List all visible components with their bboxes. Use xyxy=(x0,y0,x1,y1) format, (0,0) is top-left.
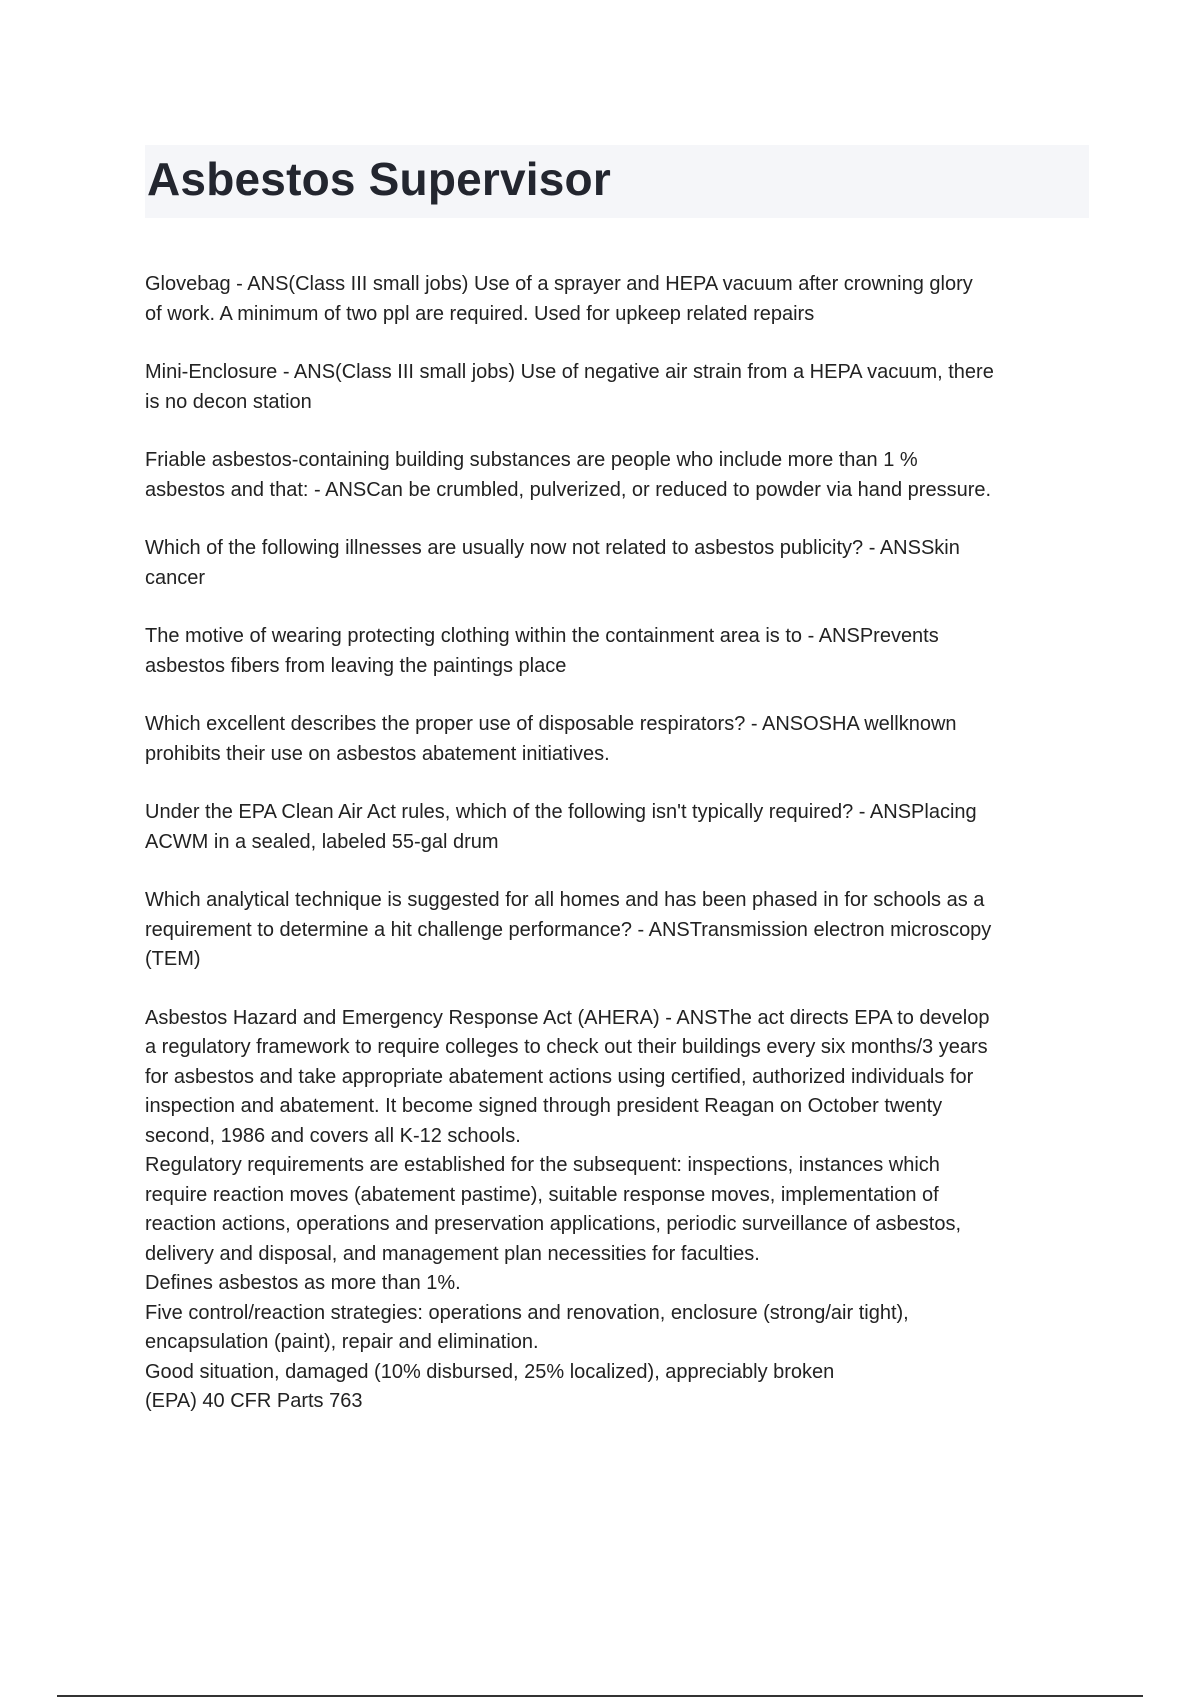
flashcard-entry xyxy=(145,446,1095,505)
entry-line: ACWM in a sealed, labeled 55-gal drum xyxy=(145,830,499,853)
entry-line: require reaction moves (abatement pastime), suitable response moves, implementation of xyxy=(145,1183,939,1206)
page-title: Asbestos Supervisor xyxy=(147,153,611,205)
entry-line: Defines asbestos as more than 1%. xyxy=(145,1272,461,1294)
entry-line: Five control/reaction strategies: operations and renovation, enclosure (strong/air tight), xyxy=(145,1301,909,1324)
flashcard-entry xyxy=(145,1004,1095,1417)
entry-line: Which excellent describes the proper use of disposable respirators? - ANSOSHA wellknown xyxy=(145,713,957,735)
flashcard-entry xyxy=(145,358,1095,417)
entry-line: cancer xyxy=(145,566,206,589)
entry-line: The motive of wearing protecting clothing within the containment area is to - ANSPrevents xyxy=(145,625,939,647)
entry-line: (EPA) 40 CFR Parts 763 xyxy=(145,1390,363,1412)
footer-divider xyxy=(57,1695,1143,1697)
entry-line: asbestos and that: - ANSCan be crumbled, pulverized, or reduced to powder via hand pressure. xyxy=(145,478,992,501)
flashcard-entry xyxy=(145,270,1095,329)
entry-line: delivery and disposal, and management plan necessities for faculties. xyxy=(145,1242,760,1265)
flashcard-entry xyxy=(145,622,1095,681)
flashcard-entry xyxy=(145,534,1095,593)
entry-line: Which analytical technique is suggested for all homes and has been phased in for schools as a xyxy=(145,889,985,911)
entry-line: Regulatory requirements are established for the subsequent: inspections, instances which xyxy=(145,1154,940,1176)
flashcard-entry xyxy=(145,886,1095,975)
entry-line: second, 1986 and covers all K-12 schools. xyxy=(145,1124,521,1147)
entry-line: asbestos fibers from leaving the paintings place xyxy=(145,654,567,677)
flashcard-entry xyxy=(145,710,1095,769)
entry-line: requirement to determine a hit challenge performance? - ANSTransmission electron microscopy xyxy=(145,918,992,941)
entry-line: encapsulation (paint), repair and elimination. xyxy=(145,1331,539,1353)
entry-line: is no decon station xyxy=(145,390,312,413)
title-banner xyxy=(145,145,1089,218)
entry-line: reaction actions, operations and preservation applications, periodic surveillance of asbestos, xyxy=(145,1213,962,1235)
entry-line: a regulatory framework to require colleges to check out their buildings every six months/3 years xyxy=(145,1036,988,1058)
entry-line: of work. A minimum of two ppl are required. Used for upkeep related repairs xyxy=(145,302,815,325)
entry-line: Which of the following illnesses are usually now not related to asbestos publicity? - ANSSkin xyxy=(145,537,960,559)
entry-line: Friable asbestos-containing building substances are people who include more than 1 % xyxy=(145,449,918,471)
flashcard-entry xyxy=(145,798,1095,857)
entry-line: Mini-Enclosure - ANS(Class III small jobs) Use of negative air strain from a HEPA vacuum, there xyxy=(145,361,994,383)
entry-line: for asbestos and take appropriate abatement actions using certified, authorized individuals for xyxy=(145,1065,974,1088)
flashcard-list xyxy=(145,270,1095,1446)
entry-line: Under the EPA Clean Air Act rules, which of the following isn't typically required? - ANSPlacing xyxy=(145,801,977,823)
entry-line: Good situation, damaged (10% disbursed, 25% localized), appreciably broken xyxy=(145,1360,835,1383)
entry-line: Asbestos Hazard and Emergency Response Act (AHERA) - ANSThe act directs EPA to develop xyxy=(145,1006,990,1029)
entry-line: prohibits their use on asbestos abatement initiatives. xyxy=(145,742,610,765)
entry-line: inspection and abatement. It become signed through president Reagan on October twenty xyxy=(145,1095,943,1117)
entry-line: Glovebag - ANS(Class III small jobs) Use of a sprayer and HEPA vacuum after crowning glory xyxy=(145,273,973,295)
entry-line: (TEM) xyxy=(145,948,201,970)
